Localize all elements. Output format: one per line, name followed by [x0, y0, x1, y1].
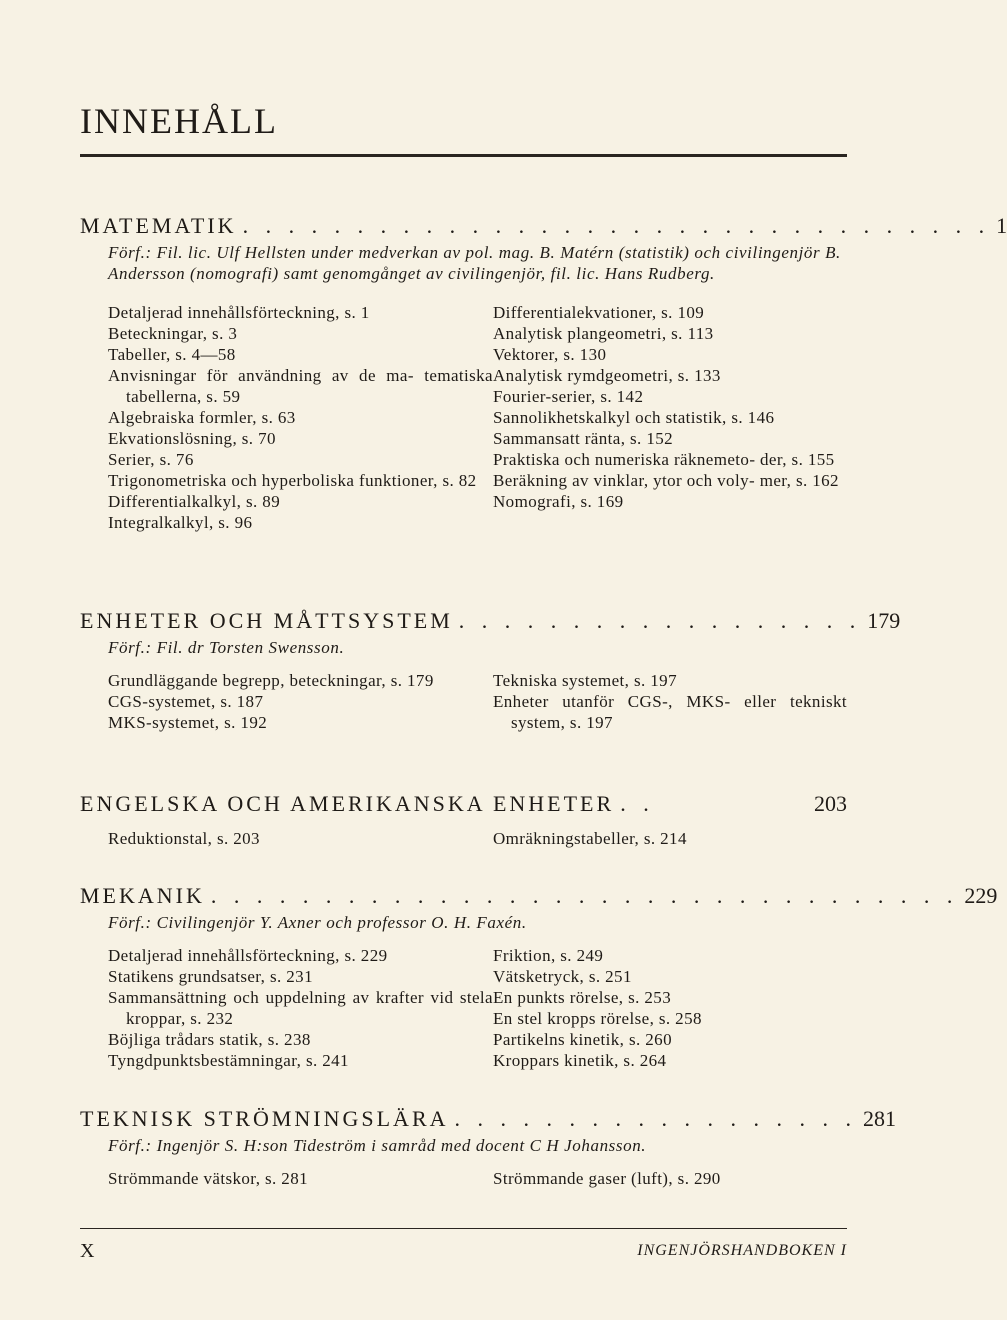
section-heading[interactable] — [80, 212, 1007, 240]
left-column — [108, 302, 493, 533]
section-page-number: 1 — [996, 213, 1007, 238]
section-author: Förf.: Fil. dr Torsten Swensson. — [108, 638, 345, 657]
toc-entry[interactable]: Kroppars kinetik, s. 264 — [493, 1051, 667, 1070]
right-column — [493, 1168, 847, 1189]
toc-entry[interactable]: Tyngdpunktsbestämningar, s. 241 — [108, 1051, 349, 1070]
entry-columns — [108, 945, 847, 1071]
right-column — [493, 945, 847, 1071]
toc-entry[interactable]: Reduktionstal, s. 203 — [108, 829, 260, 848]
left-column — [108, 670, 493, 733]
toc-section — [80, 790, 847, 849]
toc-entry[interactable]: Tabeller, s. 4—58 — [108, 345, 236, 364]
toc-entry[interactable]: Vektorer, s. 130 — [493, 345, 607, 364]
section-author: Förf.: Ingenjör S. H:son Tideström i samråd med docent C H Johansson. — [108, 1136, 647, 1155]
section-heading[interactable] — [80, 607, 901, 635]
section-heading[interactable] — [80, 790, 847, 818]
toc-section — [80, 212, 1007, 533]
toc-entry[interactable]: Differentialkalkyl, s. 89 — [108, 492, 281, 511]
toc-entry[interactable]: Beräkning av vinklar, ytor och voly- mer, s. 162 — [493, 471, 839, 490]
section-heading[interactable] — [80, 882, 998, 910]
toc-entry[interactable]: Sannolikhetskalkyl och statistik, s. 146 — [493, 408, 775, 427]
leader-dots: . . . . . . . . . . . . . . . . . . — [454, 1106, 858, 1131]
toc-section — [80, 1105, 897, 1189]
toc-entry[interactable]: Partikelns kinetik, s. 260 — [493, 1030, 672, 1049]
toc-entry[interactable]: Analytisk rymdgeometri, s. 133 — [493, 366, 721, 385]
toc-entry[interactable]: CGS-systemet, s. 187 — [108, 692, 264, 711]
left-column — [108, 828, 493, 849]
toc-entry[interactable]: Algebraiska formler, s. 63 — [108, 408, 296, 427]
toc-entry[interactable]: Böjliga trådars statik, s. 238 — [108, 1030, 311, 1049]
entry-columns — [108, 302, 847, 533]
right-column — [493, 302, 847, 533]
toc-section — [80, 607, 901, 733]
toc-entry[interactable]: Serier, s. 76 — [108, 450, 194, 469]
right-column — [493, 670, 847, 733]
left-column — [108, 945, 493, 1071]
toc-entry[interactable]: Tekniska systemet, s. 197 — [493, 671, 677, 690]
toc-entry[interactable]: Sammansatt ränta, s. 152 — [493, 429, 674, 448]
toc-entry[interactable]: Omräkningstabeller, s. 214 — [493, 829, 687, 848]
entry-columns — [108, 828, 847, 849]
section-page-number: 281 — [863, 1106, 897, 1131]
toc-entry[interactable]: Friktion, s. 249 — [493, 946, 604, 965]
toc-entry[interactable]: Detaljerad innehållsförteckning, s. 229 — [108, 946, 388, 965]
toc-entry[interactable]: MKS-systemet, s. 192 — [108, 713, 268, 732]
section-author: Förf.: Civilingenjör Y. Axner och professor O. H. Faxén. — [108, 913, 527, 932]
toc-entry[interactable]: Detaljerad innehållsförteckning, s. 1 — [108, 303, 370, 322]
toc-entry[interactable]: Strömmande gaser (luft), s. 290 — [493, 1169, 721, 1188]
toc-entry[interactable]: En stel kropps rörelse, s. 258 — [493, 1009, 702, 1028]
section-title: MATEMATIK — [80, 213, 237, 238]
entry-columns — [108, 1168, 847, 1189]
toc-entry[interactable]: Strömmande vätskor, s. 281 — [108, 1169, 309, 1188]
section-page-number: 203 — [814, 791, 847, 816]
section-title: TEKNISK STRÖMNINGSLÄRA — [80, 1106, 449, 1131]
toc-entry[interactable]: Differentialekvationer, s. 109 — [493, 303, 705, 322]
toc-entry[interactable]: Statikens grundsatser, s. 231 — [108, 967, 313, 986]
leader-dots: . . . . . . . . . . . . . . . . . . . . . . . . . . . . . . . . . — [242, 213, 991, 238]
toc-entry[interactable]: Anvisningar för användning av de ma- tematiska tabellerna, s. 59 — [108, 366, 493, 406]
toc-entry[interactable]: Enheter utanför CGS-, MKS- eller tekniskt system, s. 197 — [493, 692, 847, 732]
section-page-number: 179 — [867, 608, 901, 633]
section-page-number: 229 — [964, 883, 998, 908]
section-title: MEKANIK — [80, 883, 205, 908]
left-column — [108, 1168, 493, 1189]
toc-entry[interactable]: Trigonometriska och hyperboliska funktioner, s. 82 — [108, 471, 477, 490]
leader-dots: . . . . . . . . . . . . . . . . . . . . . . . . . . . . . . . . . — [210, 883, 959, 908]
toc-entry[interactable]: Nomografi, s. 169 — [493, 492, 624, 511]
toc-entry[interactable]: Fourier-serier, s. 142 — [493, 387, 644, 406]
toc-section — [80, 882, 998, 1071]
section-title: ENGELSKA OCH AMERIKANSKA ENHETER — [80, 791, 615, 816]
page-number-roman: X — [80, 1240, 95, 1262]
footer-rule — [80, 1228, 847, 1229]
running-footer: INGENJÖRSHANDBOKEN I — [637, 1242, 847, 1259]
section-author: Förf.: Fil. lic. Ulf Hellsten under medverkan av pol. mag. B. Matérn (statistik) och civilingenjör B. Andersson (nomografi) samt genomgånget av civilingenjör, fil. lic. Hans Rudberg. — [108, 243, 841, 283]
toc-entry[interactable]: Ekvationslösning, s. 70 — [108, 429, 276, 448]
toc-entry[interactable]: Beteckningar, s. 3 — [108, 324, 238, 343]
section-heading[interactable] — [80, 1105, 897, 1133]
title-rule — [80, 154, 847, 157]
page-title: INNEHÅLL — [80, 101, 278, 141]
toc-entry[interactable]: Sammansättning och uppdelning av krafter vid stela kroppar, s. 232 — [108, 988, 493, 1028]
section-title: ENHETER OCH MÅTTSYSTEM — [80, 608, 453, 633]
toc-entry[interactable]: Vätsketryck, s. 251 — [493, 967, 632, 986]
toc-entry[interactable]: Grundläggande begrepp, beteckningar, s. 179 — [108, 671, 434, 690]
leader-dots: . . . . . . . . . . . . . . . . . . — [458, 608, 862, 633]
leader-dots: . . — [620, 791, 655, 816]
right-column — [493, 828, 847, 849]
entry-columns — [108, 670, 847, 733]
toc-entry[interactable]: Integralkalkyl, s. 96 — [108, 513, 253, 532]
toc-entry[interactable]: Praktiska och numeriska räknemeto- der, s. 155 — [493, 450, 835, 469]
toc-entry[interactable]: Analytisk plangeometri, s. 113 — [493, 324, 714, 343]
toc-entry[interactable]: En punkts rörelse, s. 253 — [493, 988, 672, 1007]
